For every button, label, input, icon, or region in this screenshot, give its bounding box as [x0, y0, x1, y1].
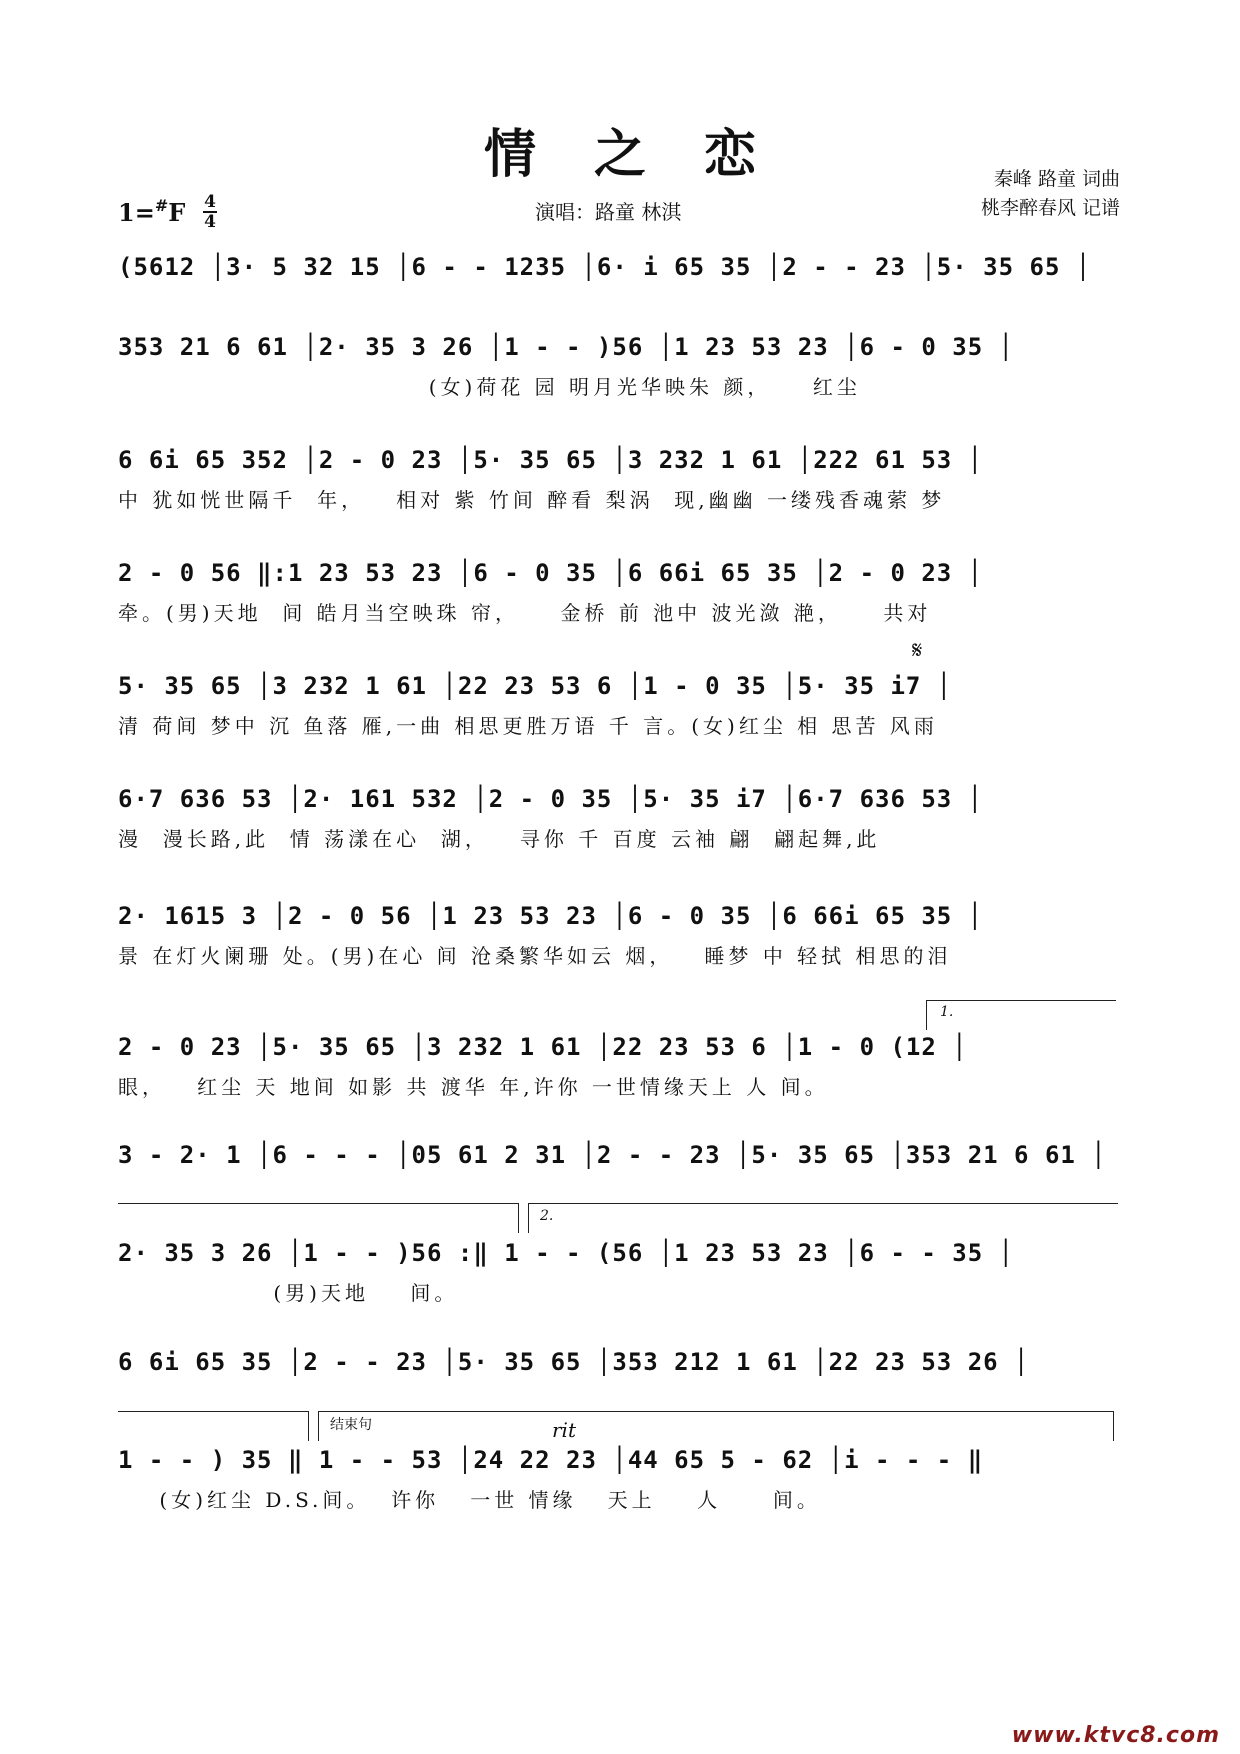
second-ending-bracket-left — [528, 1203, 529, 1233]
staff-system-7 — [118, 899, 1125, 971]
first-ending-label: 1. — [940, 1004, 954, 1020]
key-signature — [118, 196, 185, 227]
lyrics: 清 荷间 梦中 沉 鱼落 雁,一曲 相思更胜万语 千 言。(女)红尘 相 思苦 风雨 — [118, 714, 938, 738]
lyrics: 牵。(男)天地 间 皓月当空映珠 帘， 金桥 前 池中 波光潋 滟， 共对 — [118, 601, 932, 625]
notes: 2 - 0 23 │5· 35 65 │3 232 1 61 │22 23 53 6 │1 - 0 (12 │ — [118, 1033, 968, 1061]
song-title: 情之恋 — [483, 124, 814, 185]
composer-credit: 秦峰 路童 词曲 — [993, 168, 1120, 190]
staff-system-1 — [118, 250, 1125, 284]
coda-bracket — [318, 1411, 1113, 1412]
notes: 2· 1615 3 │2 - 0 56 │1 23 53 23 │6 - 0 35 │6 66i 65 35 │ — [118, 902, 984, 930]
credits — [981, 165, 1120, 223]
key-note: F — [168, 198, 186, 227]
staff-system-4 — [118, 556, 1125, 628]
notes: 6 6i 65 35 │2 - - 23 │5· 35 65 │353 212 1 61 │22 23 53 26 │ — [118, 1348, 1030, 1376]
notes: 353 21 6 61 │2· 35 3 26 │1 - - )56 │1 23 53 23 │6 - 0 35 │ — [118, 333, 1015, 361]
notes: 2· 35 3 26 │1 - - )56 :‖ 1 - - (56 │1 23 53 23 │6 - - 35 │ — [118, 1239, 1015, 1267]
first-ending-continuation-right — [518, 1203, 519, 1233]
second-ending-bracket — [528, 1203, 1118, 1204]
key-prefix: 1= — [118, 198, 155, 227]
staff-system-5 — [118, 669, 1125, 741]
lyrics: (男)天地 间。 — [118, 1281, 459, 1305]
time-bottom: 4 — [204, 212, 216, 232]
notes: (5612 │3· 5 32 15 │6 - - 1235 │6· i 65 35 │2 - - 23 │5· 35 65 │ — [118, 253, 1092, 281]
notes: 5· 35 65 │3 232 1 61 │22 23 53 6 │1 - 0 35 │5· 35 i7 │ — [118, 672, 953, 700]
notes: 1 - - ) 35 ‖ 1 - - 53 │24 22 23 │44 65 5 - 62 │i - - - ‖ — [118, 1446, 984, 1474]
lyrics: (女)荷花 园 明月光华映朱 颜， 红尘 — [118, 375, 861, 399]
staff-system-10 — [118, 1236, 1125, 1308]
staff-system-2 — [118, 330, 1125, 402]
staff-system-3 — [118, 443, 1125, 515]
segno-sign: 𝄋 — [912, 636, 923, 664]
coda-bracket-left — [318, 1411, 319, 1441]
ritardando-label: rit — [552, 1418, 576, 1442]
second-ending-label: 2. — [540, 1208, 554, 1224]
time-top: 4 — [204, 192, 216, 212]
staff-system-9 — [118, 1138, 1125, 1172]
watermark: www.ktvc8.com — [1011, 1723, 1220, 1748]
second-ending-continuation-right — [308, 1411, 309, 1441]
notes: 2 - 0 56 ‖:1 23 53 23 │6 - 0 35 │6 66i 65 35 │2 - 0 23 │ — [118, 559, 984, 587]
staff-system-11 — [118, 1345, 1125, 1379]
first-ending-continuation — [118, 1203, 518, 1204]
notes: 6·7 636 53 │2· 161 532 │2 - 0 35 │5· 35 i7 │6·7 636 53 │ — [118, 785, 984, 813]
second-ending-continuation — [118, 1411, 308, 1412]
sharp-sign: # — [154, 196, 169, 215]
first-ending-bracket-left — [926, 1000, 927, 1030]
coda-bracket-right — [1113, 1411, 1114, 1441]
lyrics: (女)红尘 D.S.间。 许你 一世 情缘 天上 人 间。 — [118, 1488, 821, 1512]
transcriber-credit: 桃李醉春风 记谱 — [980, 197, 1120, 219]
staff-system-8 — [118, 1030, 1125, 1102]
notes: 6 6i 65 352 │2 - 0 23 │5· 35 65 │3 232 1 61 │222 61 53 │ — [118, 446, 984, 474]
lyrics: 漫 漫长路,此 情 荡漾在心 湖， 寻你 千 百度 云袖 翩 翩起舞,此 — [118, 827, 881, 851]
first-ending-bracket — [926, 1000, 1116, 1001]
lyrics: 景 在灯火阑珊 处。(男)在心 间 沧桑繁华如云 烟， 睡梦 中 轻拭 相思的泪 — [118, 944, 952, 968]
staff-system-6 — [118, 782, 1125, 854]
lyrics: 眼， 红尘 天 地间 如影 共 渡华 年,许你 一世情缘天上 人 间。 — [118, 1075, 829, 1099]
time-signature — [203, 193, 217, 231]
staff-system-12 — [118, 1443, 1125, 1515]
lyrics: 中 犹如恍世隔千 年， 相对 紫 竹间 醉看 梨涡 现,幽幽 一缕残香魂萦 梦 — [118, 488, 946, 512]
singers: 演唱：路童 林淇 — [535, 200, 682, 224]
notes: 3 - 2· 1 │6 - - - │05 61 2 31 │2 - - 23 │5· 35 65 │353 21 6 61 │ — [118, 1141, 1107, 1169]
ending-label: 结束句 — [330, 1417, 372, 1433]
